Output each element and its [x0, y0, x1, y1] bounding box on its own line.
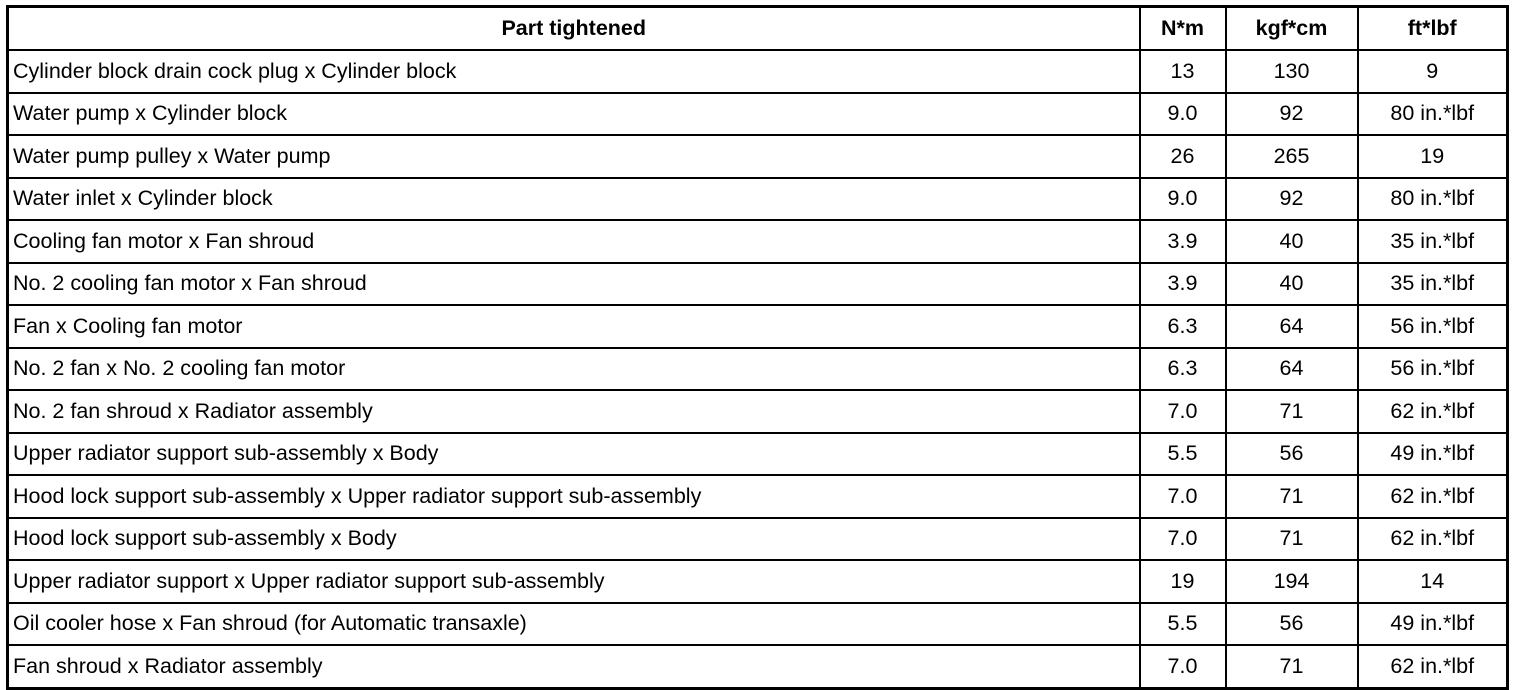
- cell-ft-lbf: 56 in.*lbf: [1358, 305, 1508, 348]
- table-row: [8, 178, 1508, 221]
- cell-ft-lbf: 49 in.*lbf: [1358, 433, 1508, 476]
- table-row: [8, 220, 1508, 263]
- cell-ft-lbf: 35 in.*lbf: [1358, 220, 1508, 263]
- cell-ft-lbf: 62 in.*lbf: [1358, 518, 1508, 561]
- table-header: [8, 7, 1508, 51]
- cell-part: Cooling fan motor x Fan shroud: [8, 220, 1140, 263]
- cell-nm: 3.9: [1140, 263, 1226, 306]
- cell-part: No. 2 fan x No. 2 cooling fan motor: [8, 348, 1140, 391]
- cell-part: No. 2 cooling fan motor x Fan shroud: [8, 263, 1140, 306]
- table-row: [8, 390, 1508, 433]
- cell-nm: 9.0: [1140, 178, 1226, 221]
- cell-part: Hood lock support sub-assembly x Upper radiator support sub-assembly: [8, 475, 1140, 518]
- cell-part: Water pump pulley x Water pump: [8, 135, 1140, 178]
- cell-ft-lbf: 62 in.*lbf: [1358, 645, 1508, 688]
- cell-nm: 7.0: [1140, 390, 1226, 433]
- header-nm: N*m: [1140, 7, 1226, 51]
- cell-nm: 6.3: [1140, 348, 1226, 391]
- cell-nm: 3.9: [1140, 220, 1226, 263]
- table-row: [8, 518, 1508, 561]
- cell-nm: 7.0: [1140, 645, 1226, 688]
- cell-kgf-cm: 71: [1226, 390, 1358, 433]
- cell-ft-lbf: 19: [1358, 135, 1508, 178]
- torque-spec-table: [6, 5, 1509, 690]
- cell-nm: 9.0: [1140, 93, 1226, 136]
- cell-nm: 5.5: [1140, 603, 1226, 646]
- table-row: [8, 433, 1508, 476]
- table-body: [8, 50, 1508, 688]
- table-row: [8, 560, 1508, 603]
- cell-kgf-cm: 71: [1226, 475, 1358, 518]
- cell-kgf-cm: 56: [1226, 603, 1358, 646]
- cell-ft-lbf: 80 in.*lbf: [1358, 178, 1508, 221]
- cell-kgf-cm: 40: [1226, 220, 1358, 263]
- cell-ft-lbf: 56 in.*lbf: [1358, 348, 1508, 391]
- cell-part: Upper radiator support x Upper radiator support sub-assembly: [8, 560, 1140, 603]
- table-row: [8, 305, 1508, 348]
- cell-ft-lbf: 35 in.*lbf: [1358, 263, 1508, 306]
- cell-part: Fan shroud x Radiator assembly: [8, 645, 1140, 688]
- cell-kgf-cm: 64: [1226, 305, 1358, 348]
- cell-part: Water inlet x Cylinder block: [8, 178, 1140, 221]
- cell-part: Water pump x Cylinder block: [8, 93, 1140, 136]
- cell-kgf-cm: 130: [1226, 50, 1358, 93]
- cell-ft-lbf: 62 in.*lbf: [1358, 390, 1508, 433]
- header-ft-lbf: ft*lbf: [1358, 7, 1508, 51]
- header-kgf-cm: kgf*cm: [1226, 7, 1358, 51]
- cell-nm: 7.0: [1140, 518, 1226, 561]
- cell-nm: 13: [1140, 50, 1226, 93]
- cell-ft-lbf: 62 in.*lbf: [1358, 475, 1508, 518]
- table-row: [8, 475, 1508, 518]
- table-row: [8, 263, 1508, 306]
- cell-kgf-cm: 92: [1226, 178, 1358, 221]
- cell-kgf-cm: 92: [1226, 93, 1358, 136]
- cell-kgf-cm: 64: [1226, 348, 1358, 391]
- table-row: [8, 50, 1508, 93]
- cell-kgf-cm: 194: [1226, 560, 1358, 603]
- cell-ft-lbf: 80 in.*lbf: [1358, 93, 1508, 136]
- cell-part: Upper radiator support sub-assembly x Body: [8, 433, 1140, 476]
- cell-nm: 6.3: [1140, 305, 1226, 348]
- table-row: [8, 135, 1508, 178]
- cell-kgf-cm: 71: [1226, 518, 1358, 561]
- cell-ft-lbf: 49 in.*lbf: [1358, 603, 1508, 646]
- table-row: [8, 93, 1508, 136]
- cell-nm: 7.0: [1140, 475, 1226, 518]
- cell-part: Cylinder block drain cock plug x Cylinder block: [8, 50, 1140, 93]
- header-row: [8, 7, 1508, 51]
- cell-nm: 5.5: [1140, 433, 1226, 476]
- table-row: [8, 348, 1508, 391]
- cell-ft-lbf: 14: [1358, 560, 1508, 603]
- cell-kgf-cm: 56: [1226, 433, 1358, 476]
- cell-nm: 26: [1140, 135, 1226, 178]
- cell-kgf-cm: 265: [1226, 135, 1358, 178]
- cell-kgf-cm: 71: [1226, 645, 1358, 688]
- table-row: [8, 603, 1508, 646]
- cell-nm: 19: [1140, 560, 1226, 603]
- header-part-tightened: Part tightened: [8, 7, 1140, 51]
- cell-part: Hood lock support sub-assembly x Body: [8, 518, 1140, 561]
- cell-part: Oil cooler hose x Fan shroud (for Automatic transaxle): [8, 603, 1140, 646]
- cell-part: Fan x Cooling fan motor: [8, 305, 1140, 348]
- cell-kgf-cm: 40: [1226, 263, 1358, 306]
- cell-ft-lbf: 9: [1358, 50, 1508, 93]
- table-row: [8, 645, 1508, 688]
- cell-part: No. 2 fan shroud x Radiator assembly: [8, 390, 1140, 433]
